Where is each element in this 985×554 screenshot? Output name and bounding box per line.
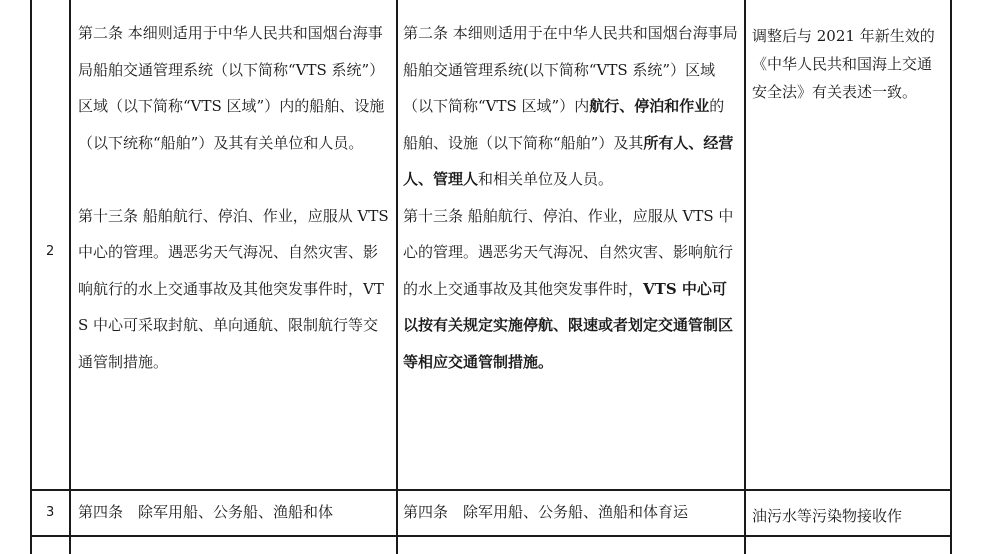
revised-article-13: 第十三条 船舶航行、停泊、作业，应服从 VTS 中心的管理。遇恶劣天气海况、自然灾害、影响航行的水上交通事故及其他突发事件时，VTS 中心可以按有关规定实施停航、限速或者划定交通管制区等相应交通管制措施。	[403, 206, 734, 371]
column-divider-2	[396, 0, 398, 554]
revised-text-cell	[403, 15, 739, 380]
original-article-2: 第二条 本细则适用于中华人民共和国烟台海事局船舶交通管理系统（以下简称“VTS 系统”）区域（以下简称“VTS 区域”）内的船舶、设施（以下统称“船舶”）及其有关单位和人员。	[78, 24, 385, 152]
revised-highlight: 所有人、经营人、管理人	[403, 133, 734, 188]
row-number: 2	[46, 244, 55, 259]
original-text-cell	[78, 15, 390, 380]
column-divider-1	[69, 0, 71, 554]
original-text-cell: 第四条 除军用船、公务船、渔船和体	[78, 503, 334, 521]
original-article-13: 第十三条 船舶航行、停泊、作业，应服从 VTS 中心的管理。遇恶劣天气海况、自然灾害、影响航行的水上交通事故及其他突发事件时，VTS 中心可采取封航、单向通航、限制航行等交通管制措施。	[78, 206, 389, 371]
note-cell: 调整后与 2021 年新生效的《中华人民共和国海上交通安全法》有关表述一致。	[752, 27, 935, 101]
revised-article-2: 第二条 本细则适用于在中华人民共和国烟台海事局船舶交通管理系统(以下简称“VTS 系统”）区域（以下简称“VTS 区域”）内航行、停泊和作业的船舶、设施（以下简称“船舶”）及其所有人、经营人、管理人和相关单位及人员。	[403, 24, 738, 188]
table-border-left	[30, 0, 32, 554]
column-divider-3	[744, 0, 746, 554]
revised-highlight: VTS 中心可以按有关规定实施停航、限速或者划定交通管制区等相应交通管制措施。	[403, 279, 734, 371]
table-border-right	[950, 0, 952, 554]
row-number: 3	[46, 505, 55, 520]
revised-text-cell: 第四条 除军用船、公务船、渔船和体育运	[403, 503, 689, 521]
note-cell: 油污水等污染物接收作	[752, 507, 903, 525]
table-border-bottom	[30, 535, 952, 537]
revised-highlight: 航行、停泊和作业	[589, 97, 710, 115]
row-divider	[30, 489, 952, 491]
